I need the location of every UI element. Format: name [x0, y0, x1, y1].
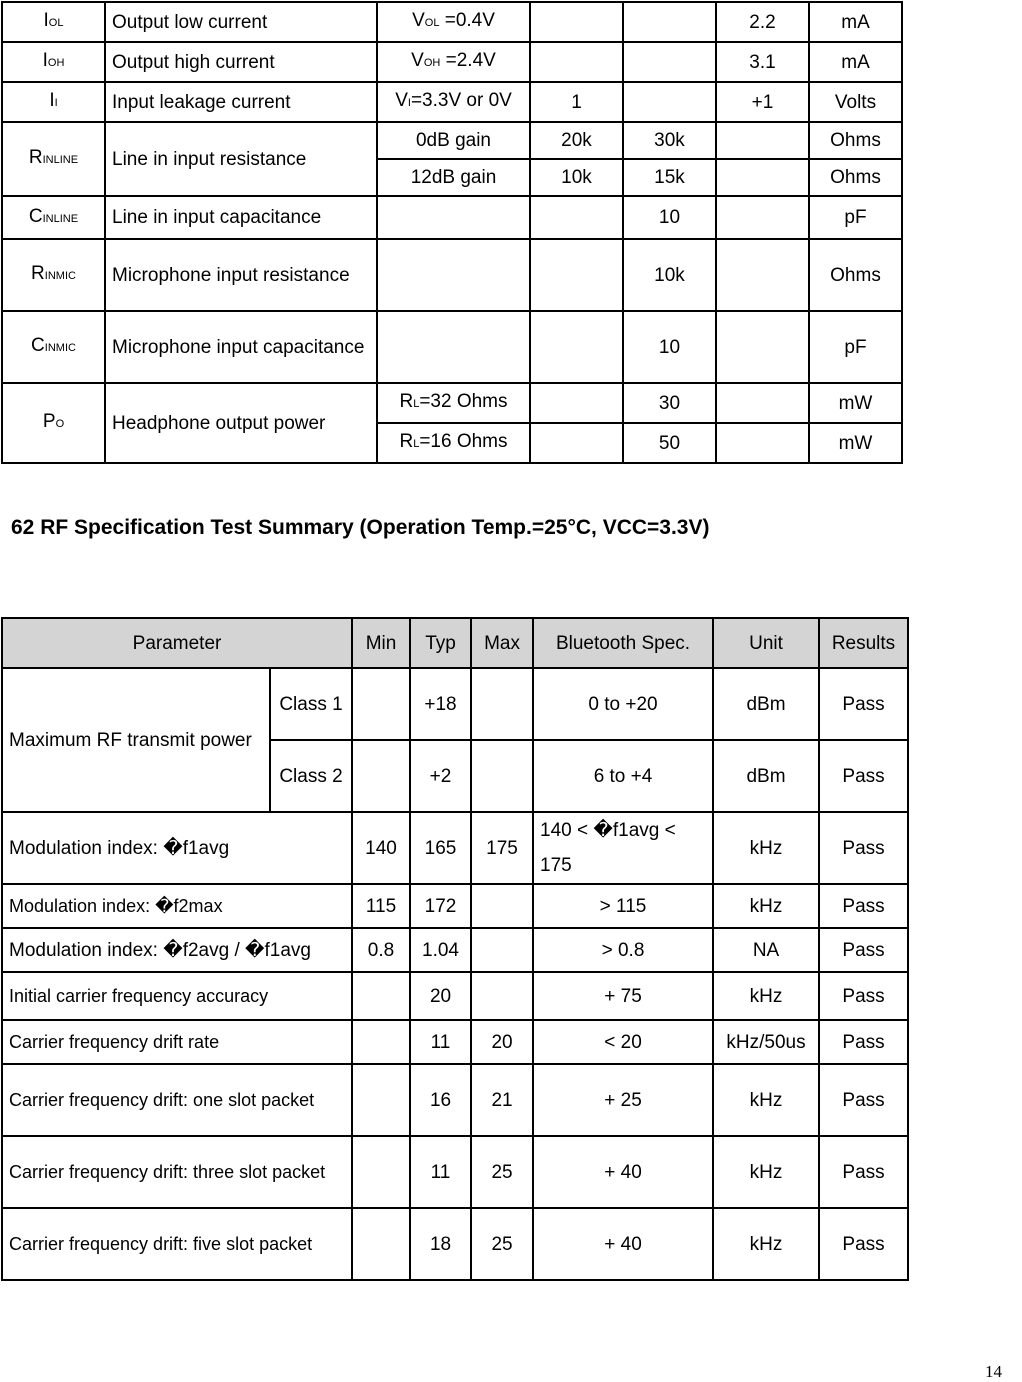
symbol-cell: IOL: [2, 2, 105, 42]
parameter-cell: Carrier frequency drift rate: [2, 1020, 352, 1064]
unit-cell: kHz: [713, 1064, 819, 1136]
max-cell: [471, 668, 533, 740]
max-cell: 3.1: [716, 42, 809, 82]
min-cell: 0.8: [352, 928, 410, 972]
result-cell: Pass: [819, 1208, 908, 1280]
condition-cell: RL=32 Ohms: [377, 383, 530, 423]
typ-cell: +18: [410, 668, 471, 740]
min-cell: [352, 1208, 410, 1280]
class-cell: Class 2: [270, 740, 352, 812]
min-cell: [352, 740, 410, 812]
max-cell: [716, 122, 809, 159]
max-cell: 25: [471, 1208, 533, 1280]
unit-cell: mW: [809, 423, 902, 463]
unit-cell: mA: [809, 42, 902, 82]
typ-cell: 172: [410, 884, 471, 928]
min-cell: [530, 383, 623, 423]
unit-cell: pF: [809, 311, 902, 383]
spec-cell: + 25: [533, 1064, 713, 1136]
unit-cell: Ohms: [809, 239, 902, 311]
condition-cell: [377, 239, 530, 311]
max-cell: 21: [471, 1064, 533, 1136]
condition-cell: VOL =0.4V: [377, 2, 530, 42]
symbol-cell: CINMIC: [2, 311, 105, 383]
parameter-cell: Headphone output power: [105, 383, 377, 463]
min-cell: [352, 1064, 410, 1136]
result-cell: Pass: [819, 928, 908, 972]
parameter-cell: Output low current: [105, 2, 377, 42]
typ-cell: +2: [410, 740, 471, 812]
typ-cell: 30k: [623, 122, 716, 159]
spec-cell: 140 < �f1avg < 175: [533, 812, 713, 884]
class-cell: Class 1: [270, 668, 352, 740]
unit-cell: kHz: [713, 1208, 819, 1280]
condition-cell: [377, 196, 530, 239]
table-row: [2, 82, 902, 122]
table-row: [2, 1020, 908, 1064]
min-cell: [530, 311, 623, 383]
typ-cell: 165: [410, 812, 471, 884]
parameter-cell: Initial carrier frequency accuracy: [2, 972, 352, 1020]
table-row: [2, 1136, 908, 1208]
min-cell: 115: [352, 884, 410, 928]
max-cell: [716, 196, 809, 239]
parameter-cell: Carrier frequency drift: one slot packet: [2, 1064, 352, 1136]
parameter-cell: Line in input capacitance: [105, 196, 377, 239]
parameter-cell: Modulation index: �f2avg / �f1avg: [2, 928, 352, 972]
table-row: [2, 311, 902, 383]
condition-cell: 12dB gain: [377, 159, 530, 196]
max-cell: [471, 884, 533, 928]
header-max: Max: [471, 618, 533, 668]
unit-cell: mA: [809, 2, 902, 42]
table-row: [2, 1064, 908, 1136]
typ-cell: 20: [410, 972, 471, 1020]
section-title: 62 RF Specification Test Summary (Operation Temp.=25°C, VCC=3.3V): [11, 516, 710, 539]
unit-cell: kHz/50us: [713, 1020, 819, 1064]
header-typ: Typ: [410, 618, 471, 668]
max-cell: 2.2: [716, 2, 809, 42]
header-min: Min: [352, 618, 410, 668]
typ-cell: [623, 42, 716, 82]
result-cell: Pass: [819, 668, 908, 740]
parameter-cell: Modulation index: �f1avg: [2, 812, 352, 884]
min-cell: 10k: [530, 159, 623, 196]
min-cell: [530, 423, 623, 463]
max-cell: [716, 423, 809, 463]
min-cell: [352, 972, 410, 1020]
rf-spec-table: [1, 617, 909, 1281]
electrical-spec-table: [1, 1, 903, 464]
min-cell: [530, 196, 623, 239]
unit-cell: NA: [713, 928, 819, 972]
condition-cell: [377, 311, 530, 383]
max-cell: [716, 383, 809, 423]
result-cell: Pass: [819, 1020, 908, 1064]
max-cell: 20: [471, 1020, 533, 1064]
typ-cell: 15k: [623, 159, 716, 196]
typ-cell: 30: [623, 383, 716, 423]
unit-cell: Volts: [809, 82, 902, 122]
unit-cell: kHz: [713, 884, 819, 928]
table-row: [2, 812, 908, 884]
unit-cell: pF: [809, 196, 902, 239]
max-cell: [471, 928, 533, 972]
result-cell: Pass: [819, 812, 908, 884]
min-cell: [530, 2, 623, 42]
min-cell: [352, 1136, 410, 1208]
table-row: [2, 42, 902, 82]
spec-cell: 6 to +4: [533, 740, 713, 812]
spec-cell: > 115: [533, 884, 713, 928]
typ-cell: 1.04: [410, 928, 471, 972]
min-cell: [530, 42, 623, 82]
table-row: [2, 196, 902, 239]
max-cell: [716, 311, 809, 383]
symbol-cell: CINLINE: [2, 196, 105, 239]
condition-cell: 0dB gain: [377, 122, 530, 159]
parameter-cell: Carrier frequency drift: five slot packet: [2, 1208, 352, 1280]
result-cell: Pass: [819, 884, 908, 928]
typ-cell: 11: [410, 1136, 471, 1208]
min-cell: [352, 1020, 410, 1064]
header-results: Results: [819, 618, 908, 668]
condition-cell: VOH =2.4V: [377, 42, 530, 82]
page-number: 14: [985, 1362, 1002, 1381]
spec-cell: > 0.8: [533, 928, 713, 972]
unit-cell: mW: [809, 383, 902, 423]
header-row: [2, 618, 908, 668]
parameter-cell: Line in input resistance: [105, 122, 377, 196]
max-cell: [471, 740, 533, 812]
result-cell: Pass: [819, 1064, 908, 1136]
table-row: [2, 1208, 908, 1280]
min-cell: 1: [530, 82, 623, 122]
parameter-cell: Output high current: [105, 42, 377, 82]
typ-cell: 11: [410, 1020, 471, 1064]
unit-cell: kHz: [713, 812, 819, 884]
parameter-cell: Maximum RF transmit power: [2, 668, 270, 812]
typ-cell: [623, 82, 716, 122]
condition-cell: VI=3.3V or 0V: [377, 82, 530, 122]
max-cell: [716, 159, 809, 196]
unit-cell: Ohms: [809, 159, 902, 196]
parameter-cell: Microphone input capacitance: [105, 311, 377, 383]
symbol-cell: II: [2, 82, 105, 122]
result-cell: Pass: [819, 740, 908, 812]
spec-cell: 0 to +20: [533, 668, 713, 740]
spec-cell: + 40: [533, 1208, 713, 1280]
spec-cell: + 75: [533, 972, 713, 1020]
table-row: [2, 972, 908, 1020]
table-row: [2, 2, 902, 42]
table-row: [2, 668, 908, 740]
condition-cell: RL=16 Ohms: [377, 423, 530, 463]
symbol-cell: RINLINE: [2, 122, 105, 196]
min-cell: [352, 668, 410, 740]
typ-cell: 10: [623, 196, 716, 239]
max-cell: 25: [471, 1136, 533, 1208]
min-cell: 20k: [530, 122, 623, 159]
parameter-cell: Carrier frequency drift: three slot packet: [2, 1136, 352, 1208]
spec-cell: + 40: [533, 1136, 713, 1208]
header-unit: Unit: [713, 618, 819, 668]
symbol-cell: RINMIC: [2, 239, 105, 311]
unit-cell: dBm: [713, 668, 819, 740]
typ-cell: 18: [410, 1208, 471, 1280]
min-cell: 140: [352, 812, 410, 884]
table-row: [2, 383, 902, 423]
typ-cell: 10: [623, 311, 716, 383]
parameter-cell: Microphone input resistance: [105, 239, 377, 311]
typ-cell: 50: [623, 423, 716, 463]
typ-cell: 16: [410, 1064, 471, 1136]
typ-cell: 10k: [623, 239, 716, 311]
header-spec: Bluetooth Spec.: [533, 618, 713, 668]
parameter-cell: Input leakage current: [105, 82, 377, 122]
unit-cell: kHz: [713, 1136, 819, 1208]
max-cell: +1: [716, 82, 809, 122]
unit-cell: Ohms: [809, 122, 902, 159]
result-cell: Pass: [819, 972, 908, 1020]
min-cell: [530, 239, 623, 311]
parameter-cell: Modulation index: �f2max: [2, 884, 352, 928]
result-cell: Pass: [819, 1136, 908, 1208]
symbol-cell: IOH: [2, 42, 105, 82]
unit-cell: kHz: [713, 972, 819, 1020]
header-parameter: Parameter: [2, 618, 352, 668]
unit-cell: dBm: [713, 740, 819, 812]
table-row: [2, 239, 902, 311]
max-cell: [471, 972, 533, 1020]
table-row: [2, 122, 902, 159]
table-row: [2, 884, 908, 928]
spec-cell: < 20: [533, 1020, 713, 1064]
symbol-cell: PO: [2, 383, 105, 463]
max-cell: 175: [471, 812, 533, 884]
max-cell: [716, 239, 809, 311]
table-row: [2, 928, 908, 972]
typ-cell: [623, 2, 716, 42]
